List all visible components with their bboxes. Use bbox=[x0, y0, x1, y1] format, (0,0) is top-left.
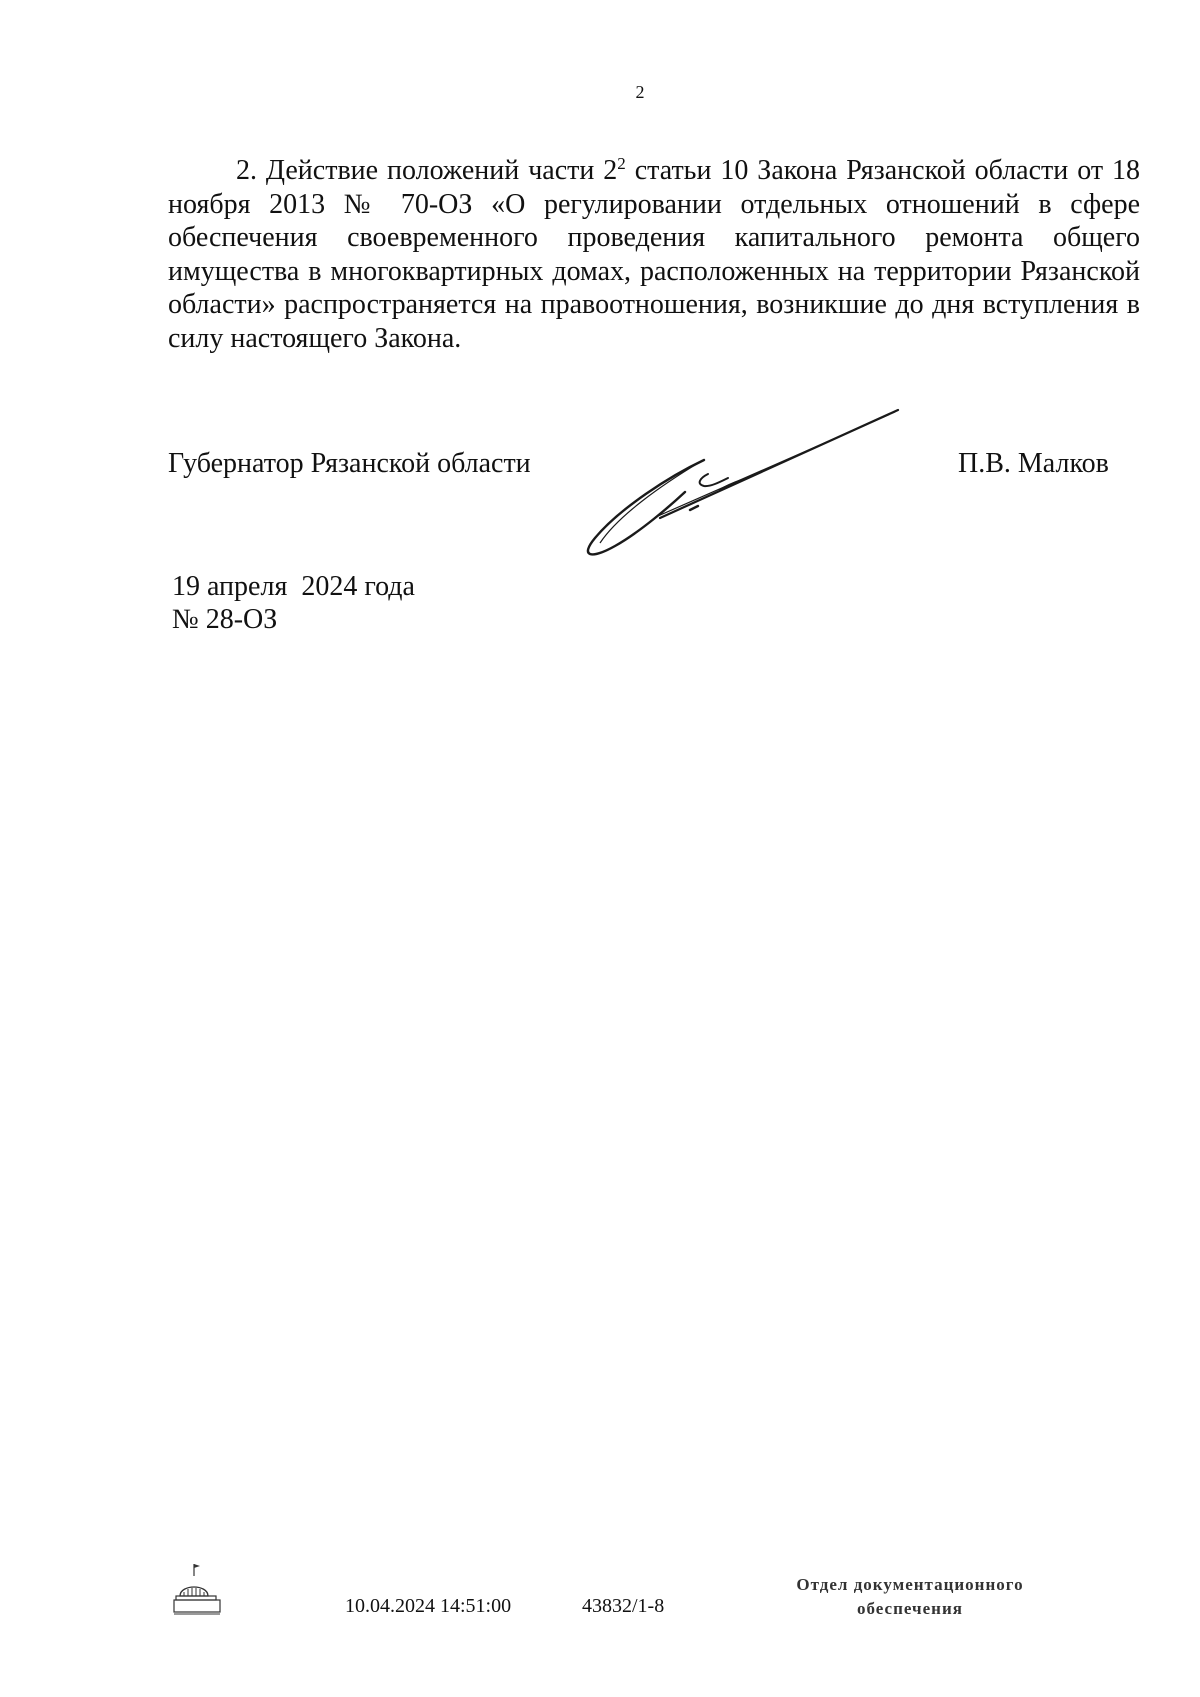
department-stamp-line2: обеспечения bbox=[857, 1599, 963, 1618]
paragraph-superscript: 2 bbox=[617, 153, 626, 173]
page-number: 2 bbox=[635, 82, 645, 102]
law-number: № 28-ОЗ bbox=[172, 604, 278, 635]
duma-logo-icon bbox=[172, 1562, 226, 1618]
governor-title: Губернатор Рязанской области bbox=[168, 448, 531, 479]
governor-name: П.В. Малков bbox=[958, 448, 1109, 479]
law-paragraph bbox=[168, 154, 1140, 355]
paragraph-text-start: 2. Действие положений части 2 bbox=[236, 155, 618, 186]
registration-number: 43832/1-8 bbox=[582, 1595, 665, 1617]
department-stamp bbox=[760, 1573, 1060, 1621]
registration-datetime: 10.04.2024 14:51:00 bbox=[345, 1595, 512, 1617]
handwritten-signature bbox=[560, 398, 910, 568]
paragraph-text-end: статьи 10 Закона Рязанской области от 18 ноября 2013 № 70-ОЗ «О регулировании отдельных отношений в сфере обеспечения своевременного проведения капитального ремонта общего имущества в многоквартирных домах, расположенных на территории Рязанской области» распространяется на правоотношения, возникшие до дня вступления в силу настоящего Закона. bbox=[168, 155, 1140, 354]
law-date: 19 апреля 2024 года bbox=[172, 571, 415, 602]
department-stamp-line1: Отдел документационного bbox=[796, 1575, 1024, 1594]
